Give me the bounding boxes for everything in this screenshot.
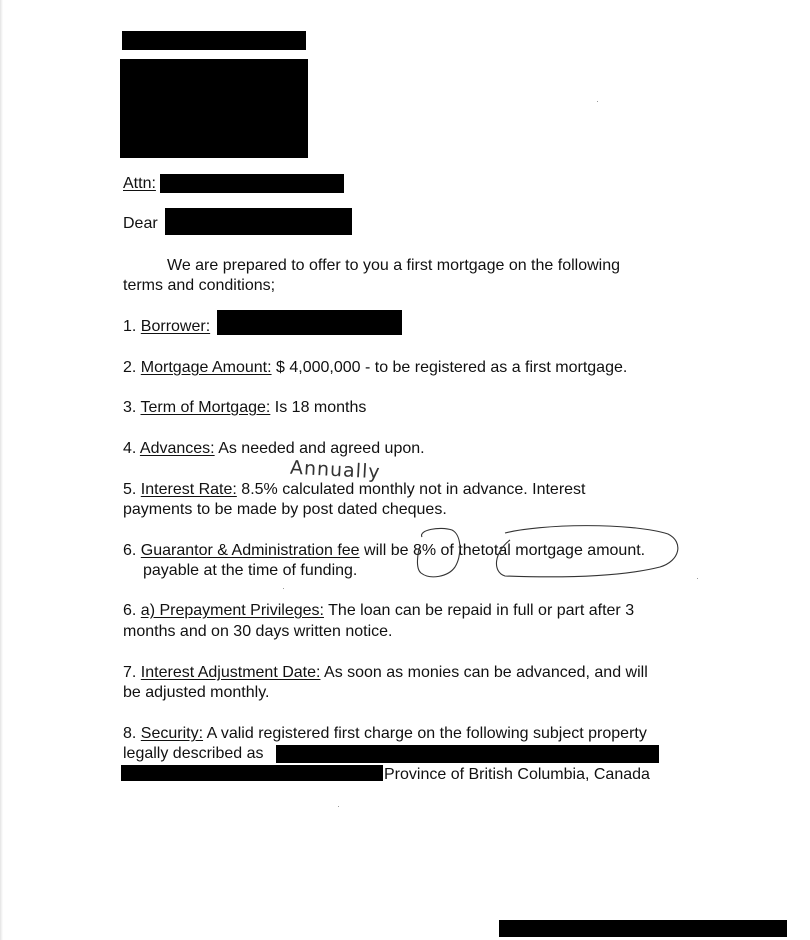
adjustment-date-text-2: be adjusted monthly. — [123, 684, 270, 701]
prepayment-text-2: months and on 30 days written notice. — [123, 623, 393, 640]
prepayment-label: a) Prepayment Privileges: — [140, 602, 324, 619]
attn-label: Attn: — [123, 175, 156, 192]
item-number: 6. — [123, 542, 137, 559]
adjustment-date-text: As soon as monies can be advanced, and will — [324, 664, 648, 681]
term-label: Term of Mortgage: — [140, 399, 271, 416]
item-number: 3. — [123, 399, 137, 416]
item-number: 4. — [123, 440, 137, 457]
redacted-legal-description-1 — [276, 745, 659, 763]
scan-speck — [283, 588, 284, 589]
item-number: 7. — [123, 664, 137, 681]
redacted-sender-address — [120, 59, 308, 158]
item-interest-rate — [123, 480, 586, 500]
mortgage-amount-label: Mortgage Amount: — [140, 359, 272, 376]
redacted-attn-name — [160, 174, 344, 193]
item-borrower — [123, 317, 210, 337]
redacted-legal-description-2 — [121, 765, 383, 781]
item-mortgage-amount — [123, 358, 627, 378]
item-number: 8. — [123, 725, 137, 742]
interest-rate-text: 8.5% calculated monthly not in advance. Interest — [241, 481, 586, 498]
item-prepayment — [123, 601, 634, 621]
advances-text: As needed and agreed upon. — [218, 440, 425, 457]
security-text-3: Province of British Columbia, Canada — [384, 766, 650, 783]
mortgage-amount-text: $ 4,000,000 - to be registered as a first mortgage. — [276, 359, 628, 376]
redacted-recipient-name — [165, 208, 352, 235]
item-number: 6. — [123, 602, 137, 619]
prepayment-text: The loan can be repaid in full or part after 3 — [328, 602, 635, 619]
item-adjustment-date — [123, 663, 648, 683]
security-label: Security: — [140, 725, 204, 742]
guarantor-fee-rate: 8% — [412, 542, 437, 559]
item-number: 1. — [123, 318, 137, 335]
redacted-footer — [499, 920, 787, 937]
redacted-sender-name — [122, 31, 306, 50]
security-text: A valid registered first charge on the following subject property — [206, 725, 647, 742]
scan-speck — [697, 578, 698, 579]
term-text: Is 18 months — [274, 399, 367, 416]
interest-rate-label: Interest Rate: — [140, 481, 237, 498]
interest-rate-text-2: payments to be made by post dated cheques. — [123, 501, 447, 518]
advances-label: Advances: — [139, 440, 215, 457]
item-guarantor-fee — [123, 541, 645, 561]
scan-speck — [338, 806, 339, 807]
security-text-2: legally described as — [123, 745, 264, 762]
intro-line-2: terms and conditions; — [123, 277, 276, 294]
guarantor-fee-text-2: of the — [440, 542, 481, 559]
scan-speck — [597, 101, 598, 102]
page-edge — [0, 0, 3, 940]
item-number: 5. — [123, 481, 137, 498]
handwritten-annotation: Annually — [289, 456, 382, 484]
guarantor-fee-text-3: total mortgage amount. — [480, 542, 646, 559]
item-security — [123, 724, 647, 744]
item-term — [123, 398, 366, 418]
intro-line-1: We are prepared to offer to you a first mortgage on the following — [167, 257, 620, 274]
item-advances — [123, 439, 425, 459]
item-number: 2. — [123, 359, 137, 376]
salutation: Dear — [123, 215, 158, 232]
redacted-borrower-name — [217, 310, 402, 335]
adjustment-date-label: Interest Adjustment Date: — [140, 664, 321, 681]
guarantor-fee-label: Guarantor & Administration fee — [140, 542, 360, 559]
guarantor-fee-text-1: will be — [364, 542, 409, 559]
borrower-label: Borrower: — [140, 318, 211, 335]
guarantor-fee-line-2: payable at the time of funding. — [143, 562, 358, 579]
